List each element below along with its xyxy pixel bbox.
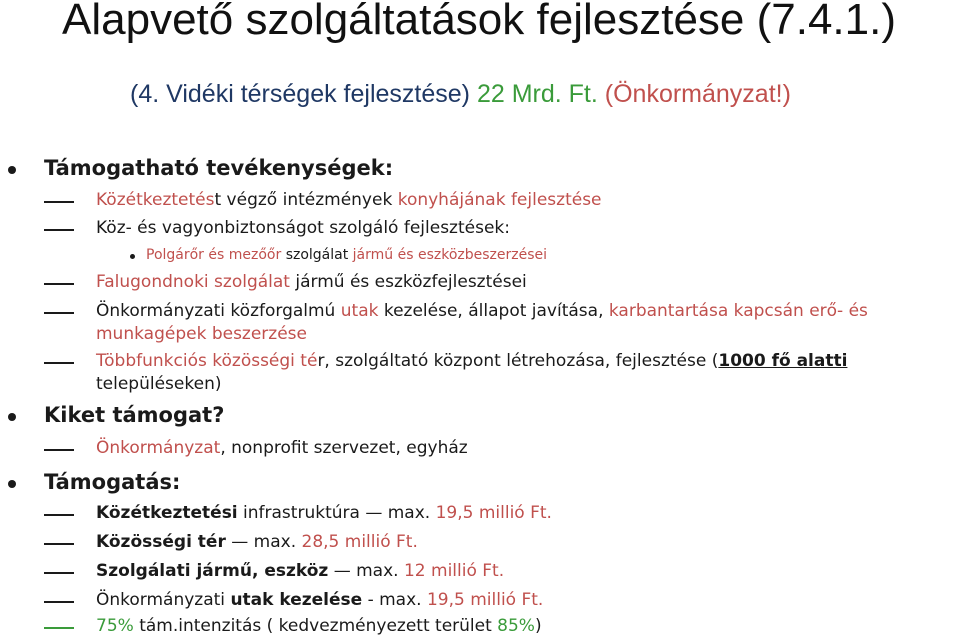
heading-text: Támogatás: [44,470,181,494]
subtitle-owner: (Önkormányzat!) [604,80,791,108]
page-title: Alapvető szolgáltatások fejlesztése (7.4.1.) [62,0,897,44]
dash-icon [44,627,74,629]
item-red: 19,5 millió Ft. [426,590,544,610]
section-heading-support [44,469,180,495]
item-text: — max. [225,532,302,552]
bullet-icon [8,413,16,421]
dash-icon [44,312,74,314]
dash-icon [44,543,74,545]
item-text: - max. [362,590,427,610]
subtitle-part: (4. Vidéki térségek fejlesztése) [130,80,477,108]
heading-text: Támogatható tevékenységek: [44,156,394,180]
item-text: t végző intézmények [214,190,398,210]
item-red: 19,5 millió Ft. [435,503,552,523]
dash-icon [44,201,74,203]
list-item-continuation: településeken) [96,374,222,394]
item-text: r, szolgáltató központ létrehozása, fejlesztése ( [317,351,719,371]
item-green: 75% [96,616,134,636]
item-red: Közétkeztetés [96,190,215,210]
item-text: , nonprofit szervezet, egyház [220,438,468,458]
heading-text: Kiket támogat? [44,403,225,427]
list-item [96,501,552,525]
item-red: Polgárőr és mezőőr [146,247,282,263]
item-text: — max. [359,503,436,523]
item-red: jármű és eszközbeszerzései [352,247,548,263]
item-red: Falugondnoki szolgálat [96,272,290,292]
item-bold: Közétkeztetési [96,503,238,523]
list-item [96,614,542,638]
item-red: konyhájának fejlesztése [397,190,602,210]
dash-icon [44,572,74,574]
dash-icon [44,449,74,451]
list-item [96,436,468,460]
item-green: 85% [497,616,535,636]
item-text: jármű és eszközfejlesztései [289,272,527,292]
item-red: 12 millió Ft. [403,561,505,581]
sub-list-item [146,245,547,265]
item-bold: utak kezelése [230,590,363,610]
subtitle [130,78,791,110]
item-red: Többfunkciós közösségi té [96,351,318,371]
dash-icon [44,362,74,364]
item-red: 28,5 millió Ft. [301,532,418,552]
item-red: Önkormányzat [96,438,221,458]
list-item [96,270,527,294]
dash-icon [44,601,74,603]
item-red: utak [340,301,379,321]
item-text: infrastruktúra [237,503,360,523]
bullet-icon [8,480,16,488]
list-item [96,299,868,323]
item-red: karbantartása kapcsán erő- és [608,301,868,321]
list-item [96,349,847,373]
dash-icon [44,514,74,516]
item-text: Önkormányzati közforgalmú [96,301,341,321]
item-text: Önkormányzati [96,590,231,610]
item-text: ) [534,616,542,636]
bullet-icon [130,254,135,259]
list-item [96,559,504,583]
item-text: szolgálat [281,247,353,263]
section-heading-who [44,402,224,428]
subtitle-amount: 22 Mrd. Ft. [476,80,598,108]
list-item [96,216,510,240]
dash-icon [44,229,74,231]
item-text: kezelése, állapot javítása, [378,301,609,321]
item-bold: Közösségi tér [96,532,226,552]
bullet-icon [8,166,16,174]
list-item [96,530,418,554]
item-bold: Szolgálati jármű, eszköz [96,561,329,581]
item-text: — max. [328,561,404,581]
item-bold: 1000 fő alatti [718,351,848,371]
dash-icon [44,283,74,285]
subtitle-space [598,80,605,108]
list-item-continuation: munkagépek beszerzése [96,324,307,344]
item-text: Köz- és vagyonbiztonságot szolgáló fejlesztések: [96,218,510,238]
section-heading-activities [44,155,393,181]
item-text: tám.intenzitás ( kedvezményezett terület [133,616,498,636]
list-item [96,588,543,612]
list-item [96,188,602,212]
